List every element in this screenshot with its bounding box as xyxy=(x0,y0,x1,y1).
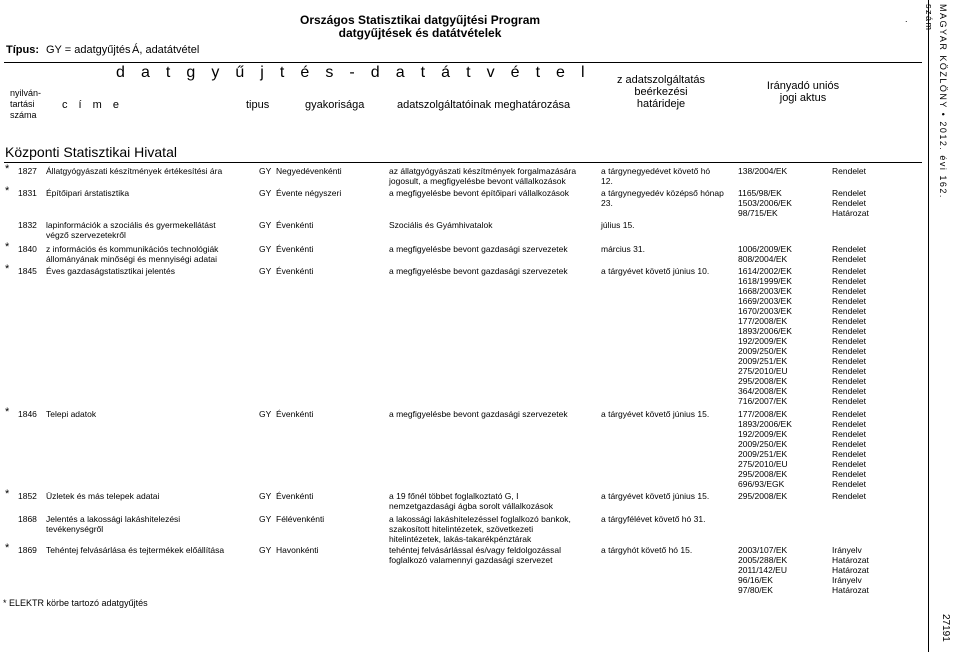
journal-header-vertical: MAGYAR KÖZLÖNY • 2012. évi 162. szám xyxy=(924,4,948,199)
row-law-ref: 177/2008/EK xyxy=(738,316,788,326)
row-law-ref: 1670/2003/EK xyxy=(738,306,792,316)
row-number: 1832 xyxy=(18,220,37,230)
row-title: végző szervezetekről xyxy=(46,230,126,240)
spaced-section-title: d a t g y ű j t é s - d a t á t v é t e l xyxy=(116,64,591,81)
row-law-ref: 1165/98/EK xyxy=(738,188,782,198)
row-deadline: a tárgyévet követő június 15. xyxy=(601,491,710,501)
row-law-type: Rendelet xyxy=(832,479,867,489)
main-title-line2: datgyűjtések és datátvételek xyxy=(338,26,502,40)
row-law-type: Határozat xyxy=(832,585,869,595)
row-law-ref: 177/2008/EK xyxy=(738,409,788,419)
row-type: GY xyxy=(259,409,272,419)
row-law-type: Rendelet xyxy=(832,376,867,386)
row-star: * xyxy=(5,542,10,554)
row-law-ref: 716/2007/EK xyxy=(738,396,788,406)
row-law-ref: 275/2010/EU xyxy=(738,459,788,469)
col-adatszolg: adatszolgáltatóinak meghatározása xyxy=(397,99,571,111)
tipus-label: Típus: xyxy=(6,44,39,56)
row-provider: jogosult, a megfigyelésbe bevont vállalkozások xyxy=(389,176,566,186)
row-law-ref: 1669/2003/EK xyxy=(738,296,792,306)
row-title: Telepi adatok xyxy=(46,409,97,419)
row-title: z információs és kommunikációs technológiák xyxy=(46,244,219,254)
row-law-type: Irányelv xyxy=(832,545,862,555)
row-law-type: Rendelet xyxy=(832,346,867,356)
row-star: * xyxy=(5,163,10,175)
row-star: * xyxy=(5,488,10,500)
row-law-type: Rendelet xyxy=(832,491,867,501)
row-star: * xyxy=(5,185,10,197)
row-provider: hitelintézetek, lakás-takarékpénztárak xyxy=(389,534,532,544)
row-law-ref: 98/715/EK xyxy=(738,208,778,218)
row-law-ref: 2003/107/EK xyxy=(738,545,788,555)
row-deadline: a tárgynegyedév közép​ső hónap xyxy=(601,188,724,198)
row-number: 1852 xyxy=(18,491,37,501)
row-law-type: Rendelet xyxy=(832,336,867,346)
main-title-line1: Országos Statisztikai datgyűjtési Program xyxy=(300,13,541,27)
row-frequency: Negyedévenkénti xyxy=(276,166,342,176)
row-provider: a 19 főnél többet foglalkoztató G, I xyxy=(389,491,519,501)
row-deadline: július 15. xyxy=(601,220,635,230)
col-hatarido-2: beérkezési xyxy=(634,86,688,98)
col-gyakorisaga: gyakorisága xyxy=(305,99,365,111)
row-number: 1831 xyxy=(18,188,37,198)
col-hatarido-3: határideje xyxy=(636,98,686,110)
row-title: Jelentés a lakossági lakáshitelezési xyxy=(46,514,181,524)
row-law-ref: 2011/142/EU xyxy=(738,565,787,575)
row-provider: a megfigyelésbe bevont építőipari vállalkozások xyxy=(389,188,570,198)
page-number: 27191 xyxy=(940,614,951,642)
row-provider: foglalkozó valamennyi gazdasági szervezet xyxy=(389,555,553,565)
row-law-type: Rendelet xyxy=(832,326,867,336)
row-frequency: Évenkénti xyxy=(276,244,314,254)
col-jogi-1: Irányadó uniós xyxy=(766,80,840,92)
col-nyilv-2: tartási xyxy=(10,99,35,109)
row-title: Tehéntej felvásárlása és tejtermékek előállítása xyxy=(46,545,225,555)
row-law-type: Rendelet xyxy=(832,198,867,208)
row-law-type: Rendelet xyxy=(832,286,867,296)
row-provider: tehéntej felvásárlással és/vagy feldolgozással xyxy=(389,545,561,555)
row-law-type: Rendelet xyxy=(832,419,867,429)
row-number: 1845 xyxy=(18,266,37,276)
row-law-type: Rendelet xyxy=(832,254,867,264)
row-law-ref: 2009/251/EK xyxy=(738,356,788,366)
row-frequency: Évente négyszeri xyxy=(276,188,342,198)
row-deadline: március 31. xyxy=(601,244,645,254)
row-title: Éves gazdaságstatisztikai jelentés xyxy=(46,266,175,276)
row-law-type: Rendelet xyxy=(832,276,867,286)
row-law-ref: 96/16/EK xyxy=(738,575,773,585)
sidebar-rule xyxy=(928,0,929,652)
row-law-ref: 1668/2003/EK xyxy=(738,286,792,296)
row-number: 1827 xyxy=(18,166,37,176)
row-law-ref: 192/2009/EK xyxy=(738,336,788,346)
row-deadline: a tárgyhót követő hó 15. xyxy=(601,545,693,555)
row-law-ref: 1618/1999/EK xyxy=(738,276,792,286)
row-law-type: Határozat xyxy=(832,208,869,218)
row-provider: a megfigyelésbe bevont gazdasági szervezetek xyxy=(389,244,568,254)
row-law-type: Rendelet xyxy=(832,386,867,396)
row-type: GY xyxy=(259,166,272,176)
row-law-ref: 1893/2006/EK xyxy=(738,326,792,336)
row-law-type: Rendelet xyxy=(832,429,867,439)
row-law-type: Rendelet xyxy=(832,356,867,366)
row-law-ref: 1893/2006/EK xyxy=(738,419,792,429)
row-star: * xyxy=(5,406,10,418)
row-law-type: Rendelet xyxy=(832,188,867,198)
row-deadline: 23. xyxy=(601,198,613,208)
row-title: Építőipari árstatisztika xyxy=(46,188,130,198)
row-type: GY xyxy=(259,244,272,254)
row-frequency: Évenkénti xyxy=(276,266,314,276)
row-title: állományának minőségi és mennyiségi adatai xyxy=(46,254,218,264)
row-law-type: Rendelet xyxy=(832,409,867,419)
row-number: 1840 xyxy=(18,244,37,254)
row-law-ref: 97/80/EK xyxy=(738,585,773,595)
row-law-type: Rendelet xyxy=(832,166,867,176)
row-provider: nemzetgazdasági ágba sorolt vállalkozások xyxy=(389,501,553,511)
row-law-type: Rendelet xyxy=(832,296,867,306)
col-cime: c í m e xyxy=(62,99,124,111)
row-law-ref: 2009/251/EK xyxy=(738,449,788,459)
row-provider: a megfigyelésbe bevont gazdasági szervezetek xyxy=(389,409,568,419)
row-law-ref: 1503/2006/EK xyxy=(738,198,792,208)
row-number: 1869 xyxy=(18,545,37,555)
row-title: tevékenységről xyxy=(46,524,104,534)
col-jogi-2: jogi aktus xyxy=(779,92,827,104)
row-law-type: Rendelet xyxy=(832,459,867,469)
row-star: * xyxy=(5,241,10,253)
row-type: GY xyxy=(259,188,272,198)
row-law-ref: 1614/2002/EK xyxy=(738,266,792,276)
row-deadline: a tárgyévet követő június 10. xyxy=(601,266,710,276)
row-law-type: Irányelv xyxy=(832,575,862,585)
row-law-type: Rendelet xyxy=(832,396,867,406)
row-frequency: Havonkénti xyxy=(276,545,319,555)
row-frequency: Évenkénti xyxy=(276,491,314,501)
row-frequency: Félévenkénti xyxy=(276,514,325,524)
row-deadline: 12. xyxy=(601,176,613,186)
tipus-desc-a: Á, adatátvétel xyxy=(132,44,200,56)
header-top-rule xyxy=(4,62,922,63)
row-law-ref: 192/2009/EK xyxy=(738,429,788,439)
row-law-ref: 295/2008/EK xyxy=(738,376,788,386)
row-law-ref: 364/2008/EK xyxy=(738,386,788,396)
row-type: GY xyxy=(259,545,272,555)
row-law-type: Rendelet xyxy=(832,316,867,326)
row-law-type: Rendelet xyxy=(832,266,867,276)
row-provider: Szociális és Gyámhivatalok xyxy=(389,220,493,230)
row-law-type: Rendelet xyxy=(832,469,867,479)
col-tipus: tipus xyxy=(246,99,270,111)
row-type: GY xyxy=(259,514,272,524)
row-law-type: Rendelet xyxy=(832,449,867,459)
row-provider: a lakossági lakáshitelezéssel foglalkozó bankok, xyxy=(389,514,571,524)
row-number: 1846 xyxy=(18,409,37,419)
row-title: lapinformációk a szociális és gyermekellátást xyxy=(46,220,216,230)
row-provider: szakosított hitelintézetek, szövetkezeti xyxy=(389,524,534,534)
row-deadline: a tárgyévet követő június 15. xyxy=(601,409,710,419)
row-law-ref: 295/2008/EK xyxy=(738,491,788,501)
row-type: GY xyxy=(259,491,272,501)
row-frequency: Évenkénti xyxy=(276,409,314,419)
row-law-type: Rendelet xyxy=(832,306,867,316)
row-type: GY xyxy=(259,220,272,230)
row-law-ref: 2009/250/EK xyxy=(738,439,788,449)
row-law-type: Rendelet xyxy=(832,439,867,449)
row-star: * xyxy=(5,263,10,275)
row-law-ref: 138/2004/EK xyxy=(738,166,788,176)
row-provider: az állatgyógyászati készítmények forgalmazására xyxy=(389,166,577,176)
row-number: 1868 xyxy=(18,514,37,524)
row-law-ref: 808/2004/EK xyxy=(738,254,788,264)
footnote: * ELEKTR körbe tartozó adatgyűjtés xyxy=(3,598,148,608)
row-law-ref: 295/2008/EK xyxy=(738,469,788,479)
col-hatarido-1: z adatszolgáltatás xyxy=(616,74,706,86)
tipus-desc-gy: GY = adatgyűjtés xyxy=(46,44,131,56)
row-law-type: Határozat xyxy=(832,565,869,575)
org-name: Központi Statisztikai Hivatal xyxy=(5,144,177,160)
row-law-type: Határozat xyxy=(832,555,869,565)
row-title: Állatgyógyászati készítmények értékesítési ára xyxy=(46,166,223,176)
row-law-type: Rendelet xyxy=(832,244,867,254)
row-provider: a megfigyelésbe bevont gazdasági szervezetek xyxy=(389,266,568,276)
header-bottom-rule xyxy=(4,162,922,163)
row-frequency: Évenkénti xyxy=(276,220,314,230)
row-deadline: a tárgyfélévet követő hó 31. xyxy=(601,514,706,524)
row-type: GY xyxy=(259,266,272,276)
row-law-ref: 2009/250/EK xyxy=(738,346,788,356)
col-nyilv-1: nyilván- xyxy=(10,88,42,98)
col-nyilv-3: száma xyxy=(10,110,37,120)
row-law-ref: 1006/2009/EK xyxy=(738,244,792,254)
header-dot: . xyxy=(905,14,908,24)
row-law-type: Rendelet xyxy=(832,366,867,376)
row-law-ref: 275/2010/EU xyxy=(738,366,788,376)
row-deadline: a tárgynegyedévet követő hó xyxy=(601,166,711,176)
row-law-ref: 696/93/EGK xyxy=(738,479,785,489)
row-title: Üzletek és más telepek adatai xyxy=(46,491,160,501)
row-law-ref: 2005/288/EK xyxy=(738,555,788,565)
